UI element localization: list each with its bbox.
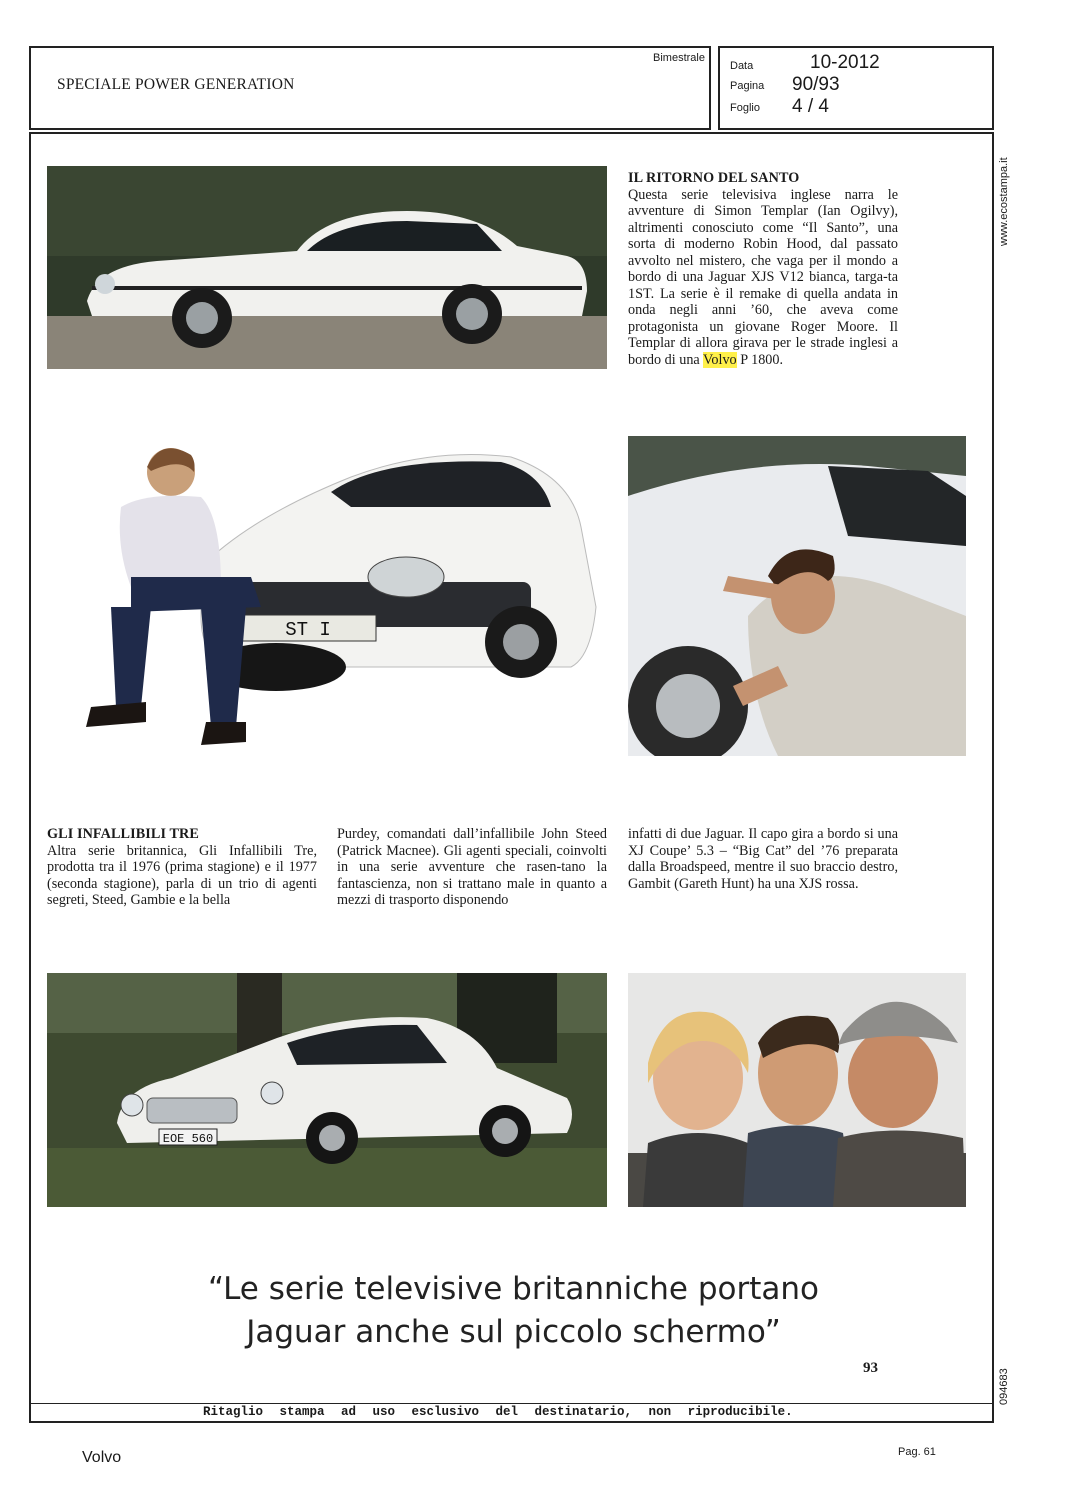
article-santo-body <box>628 187 898 369</box>
section-title: SPECIALE POWER GENERATION <box>57 76 295 93</box>
article-infallibili-col1 <box>47 826 317 909</box>
article-santo-heading: IL RITORNO DEL SANTO <box>628 170 800 186</box>
pull-quote-line1: “Le serie televisive britanniche portano <box>207 1271 820 1307</box>
man-leaning-car-photo <box>628 436 966 756</box>
article-infallibili-text2: Purdey, comandati dall’infallibile John Steed (Patrick Macnee). Gli agenti speciali, coinvolti in una serie avventure che rasen-tano la fantascienza, non si trattano male in quanto a mezzi di trasporto disponendo <box>337 826 607 908</box>
volvo-plate: EOE 560 <box>162 1132 214 1146</box>
avengers-cast-photo <box>628 973 966 1207</box>
volvo-p1800-photo <box>47 973 607 1207</box>
disclaimer-bar: Ritaglio stampa ad uso esclusivo del destinatario, non riproducibile. <box>29 1403 994 1423</box>
ian-ogilvy-jaguar-photo <box>51 437 606 757</box>
footer-page: Pag. 61 <box>898 1446 936 1458</box>
sheet-value: 4 / 4 <box>792 96 829 117</box>
pull-quote <box>31 1268 996 1354</box>
article-santo-text-end: P 1800. <box>740 351 784 368</box>
header-right-box <box>718 46 994 130</box>
pull-quote-line2: Jaguar anche sul piccolo schermo” <box>246 1314 781 1350</box>
date-label: Data <box>730 60 754 72</box>
page-number: 93 <box>863 1360 878 1376</box>
article-infallibili-heading: GLI INFALLIBILI TRE <box>47 826 199 842</box>
header-left-box <box>29 46 711 130</box>
date-value: 10-2012 <box>810 52 880 73</box>
page-value: 90/93 <box>792 74 840 95</box>
article-frame <box>29 132 994 1423</box>
frequency-label: Bimestrale <box>653 52 705 64</box>
article-santo <box>628 170 898 368</box>
page-label: Pagina <box>730 80 765 92</box>
footer-client: Volvo <box>82 1449 122 1466</box>
code-side-text: 094683 <box>998 1368 1010 1405</box>
highlight-volvo: Volvo <box>703 351 737 368</box>
article-infallibili-col2 <box>337 826 607 909</box>
jaguar-xjs-photo <box>47 166 607 369</box>
article-infallibili-text1: Altra serie britannica, Gli Infallibili Tre, prodotta tra il 1976 (prima stagione) e il 1977 (seconda stagione), parla di un trio di agenti segreti, Steed, Gambie e la bella <box>47 842 317 908</box>
article-infallibili-text3: infatti di due Jaguar. Il capo gira a bordo si una XJ Coupe’ 5.3 – “Big Cat” del ’76 preparata dalla Broadspeed, mentre il suo braccio destro, Gambit (Gareth Hunt) ha una XJS rossa. <box>628 826 898 892</box>
article-infallibili-col3 <box>628 826 898 892</box>
website-side-text: www.ecostampa.it <box>998 157 1010 246</box>
sheet-label: Foglio <box>730 102 760 114</box>
article-santo-text: Questa serie televisiva inglese narra le avventure di Simon Templar (Ian Ogilvy), altrimenti conosciuto come “Il Santo”, una sorta di moderno Robin Hood, dal passato avvolto nel mistero, che vaga per il mondo a bordo di una Jaguar XJS V12 bianca, targa-ta 1ST. La serie è il remake di quella andata in onda negli anni ’60, che aveva come protagonista un giovane Roger Moore. Il Templar di allora girava per le strade inglesi a bordo di una <box>628 186 898 368</box>
jaguar-plate: ST I <box>285 619 331 641</box>
